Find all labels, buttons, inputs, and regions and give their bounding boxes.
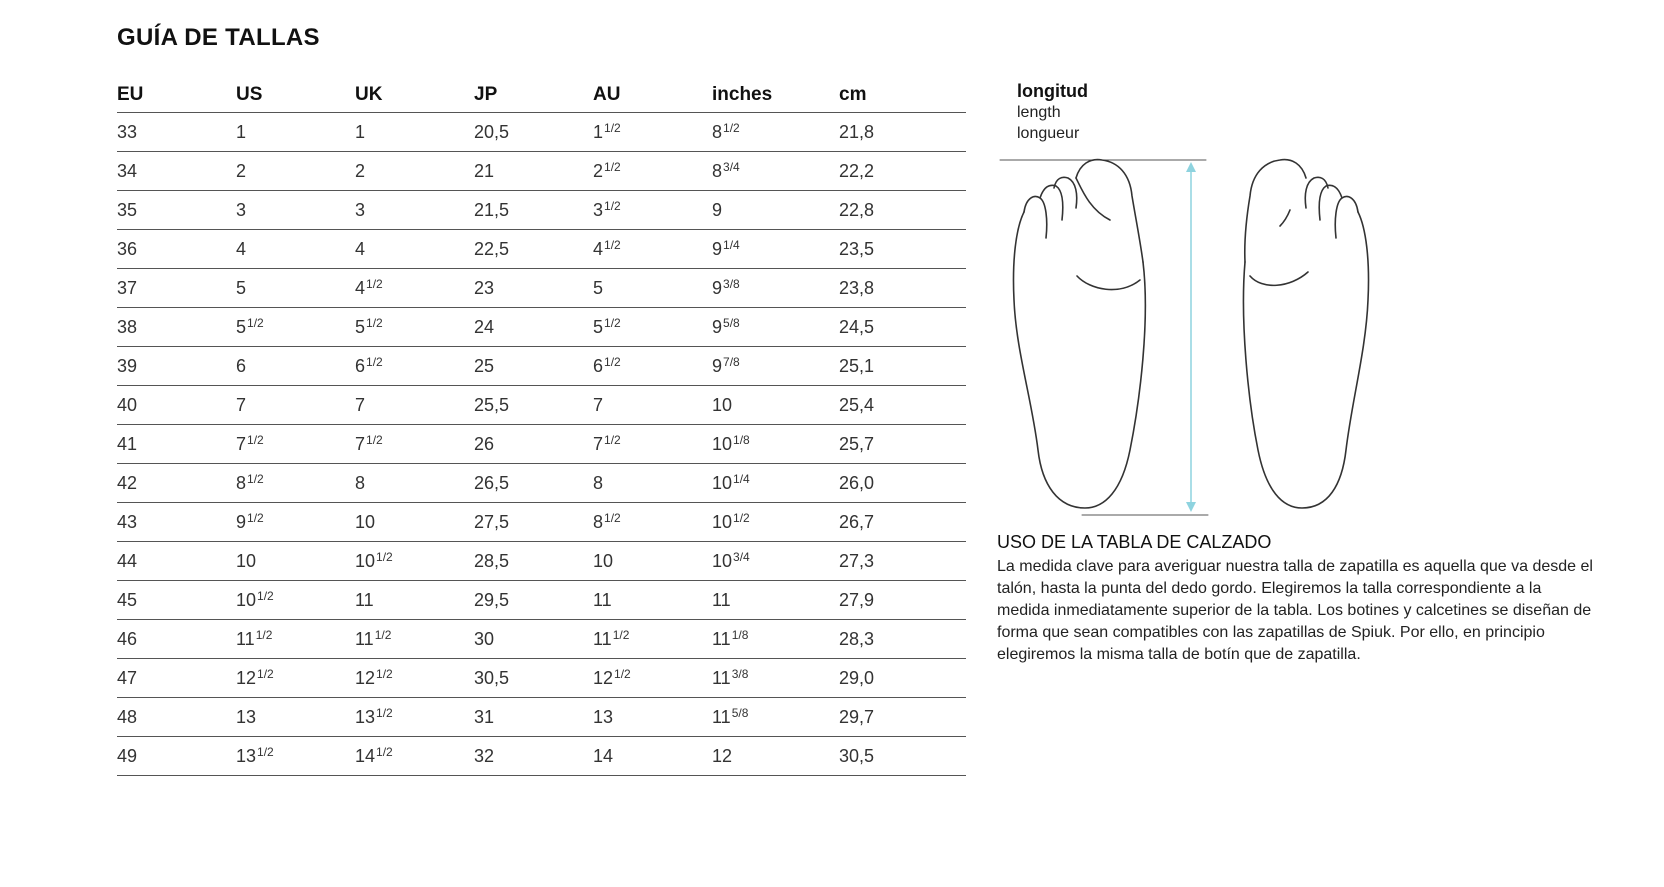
table-row bbox=[117, 503, 966, 542]
table-cell: $11^{1/2}$ bbox=[355, 620, 474, 659]
table-cell: 26,7 bbox=[839, 503, 966, 542]
table-cell: $10^{3/4}$ bbox=[712, 542, 839, 581]
table-cell: $9^{1/4}$ bbox=[712, 230, 839, 269]
left-foot-icon bbox=[1013, 160, 1145, 508]
table-cell: 12 bbox=[712, 737, 839, 776]
table-cell: 32 bbox=[474, 737, 593, 776]
table-cell: $11^{1/2}$ bbox=[593, 620, 712, 659]
table-cell: 1 bbox=[355, 113, 474, 152]
column-header-eu: EU bbox=[117, 78, 236, 113]
table-cell: 10 bbox=[355, 503, 474, 542]
table-cell: $5^{1/2}$ bbox=[355, 308, 474, 347]
table-cell: 24,5 bbox=[839, 308, 966, 347]
table-cell: $13^{1/2}$ bbox=[355, 698, 474, 737]
table-cell: $6^{1/2}$ bbox=[593, 347, 712, 386]
table-cell: $12^{1/2}$ bbox=[593, 659, 712, 698]
table-cell: 40 bbox=[117, 386, 236, 425]
table-cell: 22,8 bbox=[839, 191, 966, 230]
table-cell: $9^{7/8}$ bbox=[712, 347, 839, 386]
table-cell: $7^{1/2}$ bbox=[593, 425, 712, 464]
table-cell: 21 bbox=[474, 152, 593, 191]
table-cell: 1 bbox=[236, 113, 355, 152]
table-row bbox=[117, 386, 966, 425]
table-cell: 43 bbox=[117, 503, 236, 542]
table-cell: $4^{1/2}$ bbox=[355, 269, 474, 308]
table-cell: $9^{3/8}$ bbox=[712, 269, 839, 308]
table-row bbox=[117, 152, 966, 191]
table-cell: 2 bbox=[355, 152, 474, 191]
table-cell: 23 bbox=[474, 269, 593, 308]
table-row bbox=[117, 581, 966, 620]
page-title: GUÍA DE TALLAS bbox=[117, 24, 320, 51]
table-cell: $5^{1/2}$ bbox=[236, 308, 355, 347]
table-row bbox=[117, 191, 966, 230]
table-cell: $12^{1/2}$ bbox=[236, 659, 355, 698]
table-cell: 21,5 bbox=[474, 191, 593, 230]
table-cell: 31 bbox=[474, 698, 593, 737]
table-cell: 9 bbox=[712, 191, 839, 230]
table-cell: $8^{1/2}$ bbox=[593, 503, 712, 542]
table-cell: $8^{1/2}$ bbox=[236, 464, 355, 503]
table-cell: 48 bbox=[117, 698, 236, 737]
table-cell: 22,5 bbox=[474, 230, 593, 269]
table-row bbox=[117, 308, 966, 347]
table-cell: 37 bbox=[117, 269, 236, 308]
foot-outline-icon bbox=[990, 150, 1390, 520]
table-cell: 29,5 bbox=[474, 581, 593, 620]
table-cell: $10^{1/2}$ bbox=[355, 542, 474, 581]
length-label bbox=[1017, 81, 1088, 144]
table-cell: $10^{1/4}$ bbox=[712, 464, 839, 503]
table-cell: 11 bbox=[593, 581, 712, 620]
table-cell: 35 bbox=[117, 191, 236, 230]
table-header-row bbox=[117, 78, 966, 113]
table-cell: 7 bbox=[236, 386, 355, 425]
table-cell: 4 bbox=[355, 230, 474, 269]
table-row bbox=[117, 464, 966, 503]
table-cell: $10^{1/2}$ bbox=[236, 581, 355, 620]
table-cell: 8 bbox=[593, 464, 712, 503]
table-body bbox=[117, 113, 966, 776]
table-cell: 5 bbox=[593, 269, 712, 308]
table-cell: $11^{5/8}$ bbox=[712, 698, 839, 737]
table-cell: 11 bbox=[355, 581, 474, 620]
table-row bbox=[117, 542, 966, 581]
table-cell: 25,7 bbox=[839, 425, 966, 464]
table-cell: $11^{1/8}$ bbox=[712, 620, 839, 659]
column-header-jp: JP bbox=[474, 78, 593, 113]
table-cell: 3 bbox=[236, 191, 355, 230]
column-header-inches: inches bbox=[712, 78, 839, 113]
table-cell: $1^{1/2}$ bbox=[593, 113, 712, 152]
table-cell: 38 bbox=[117, 308, 236, 347]
table-cell: 34 bbox=[117, 152, 236, 191]
table-cell: 7 bbox=[355, 386, 474, 425]
table-cell: 3 bbox=[355, 191, 474, 230]
length-label-en: length bbox=[1017, 104, 1061, 121]
table-cell: 30 bbox=[474, 620, 593, 659]
table-cell: 45 bbox=[117, 581, 236, 620]
table-cell: $12^{1/2}$ bbox=[355, 659, 474, 698]
table-cell: $9^{1/2}$ bbox=[236, 503, 355, 542]
table-cell: 23,8 bbox=[839, 269, 966, 308]
table-cell: $8^{3/4}$ bbox=[712, 152, 839, 191]
usage-text: La medida clave para averiguar nuestra talla de zapatilla es aquella que va desde el talón, hasta la punta del dedo gordo. Elegiremos la talla correspondiente a la medida inmediatamente superior de la tabla. Los botines y calcetines se diseñan de forma que sean compatibles con las zapatillas de Spiuk. Por ello, en principio elegiremos la misma talla de botín que de zapatilla. bbox=[997, 558, 1593, 663]
table-cell: 27,3 bbox=[839, 542, 966, 581]
table-cell: 29,0 bbox=[839, 659, 966, 698]
table-cell: 10 bbox=[593, 542, 712, 581]
table-cell: 33 bbox=[117, 113, 236, 152]
length-label-es: longitud bbox=[1017, 81, 1088, 101]
table-cell: $6^{1/2}$ bbox=[355, 347, 474, 386]
table-cell: 21,8 bbox=[839, 113, 966, 152]
column-header-cm: cm bbox=[839, 78, 966, 113]
table-cell: 26 bbox=[474, 425, 593, 464]
table-cell: 44 bbox=[117, 542, 236, 581]
table-cell: 42 bbox=[117, 464, 236, 503]
table-cell: $4^{1/2}$ bbox=[593, 230, 712, 269]
table-row bbox=[117, 347, 966, 386]
table-row bbox=[117, 230, 966, 269]
table-cell: 20,5 bbox=[474, 113, 593, 152]
table-cell: 4 bbox=[236, 230, 355, 269]
table-row bbox=[117, 425, 966, 464]
table-cell: 25 bbox=[474, 347, 593, 386]
table-cell: $11^{3/8}$ bbox=[712, 659, 839, 698]
length-label-fr: longueur bbox=[1017, 125, 1080, 142]
table-row bbox=[117, 698, 966, 737]
table-cell: 25,5 bbox=[474, 386, 593, 425]
table-cell: 23,5 bbox=[839, 230, 966, 269]
column-header-us: US bbox=[236, 78, 355, 113]
table-cell: 6 bbox=[236, 347, 355, 386]
table-cell: 30,5 bbox=[839, 737, 966, 776]
table-cell: 26,5 bbox=[474, 464, 593, 503]
table-cell: 5 bbox=[236, 269, 355, 308]
table-cell: 29,7 bbox=[839, 698, 966, 737]
table-cell: 25,4 bbox=[839, 386, 966, 425]
size-table bbox=[117, 78, 966, 776]
table-cell: 36 bbox=[117, 230, 236, 269]
table-cell: 49 bbox=[117, 737, 236, 776]
table-cell: 28,3 bbox=[839, 620, 966, 659]
table-cell: $3^{1/2}$ bbox=[593, 191, 712, 230]
table-cell: $2^{1/2}$ bbox=[593, 152, 712, 191]
table-cell: 27,9 bbox=[839, 581, 966, 620]
table-cell: $9^{5/8}$ bbox=[712, 308, 839, 347]
table-row bbox=[117, 737, 966, 776]
table-cell: 25,1 bbox=[839, 347, 966, 386]
table-cell: 2 bbox=[236, 152, 355, 191]
table-row bbox=[117, 269, 966, 308]
table-cell: 13 bbox=[593, 698, 712, 737]
table-cell: 13 bbox=[236, 698, 355, 737]
table-row bbox=[117, 113, 966, 152]
table-cell: $8^{1/2}$ bbox=[712, 113, 839, 152]
usage-section bbox=[997, 532, 1597, 666]
table-row bbox=[117, 620, 966, 659]
table-cell: 14 bbox=[593, 737, 712, 776]
table-cell: 8 bbox=[355, 464, 474, 503]
table-cell: $5^{1/2}$ bbox=[593, 308, 712, 347]
table-cell: 10 bbox=[236, 542, 355, 581]
table-cell: 30,5 bbox=[474, 659, 593, 698]
usage-title: USO DE LA TABLA DE CALZADO bbox=[997, 532, 1272, 552]
table-cell: 39 bbox=[117, 347, 236, 386]
table-cell: 47 bbox=[117, 659, 236, 698]
table-cell: 27,5 bbox=[474, 503, 593, 542]
table-cell: 26,0 bbox=[839, 464, 966, 503]
table-cell: 7 bbox=[593, 386, 712, 425]
table-cell: 11 bbox=[712, 581, 839, 620]
table-cell: $14^{1/2}$ bbox=[355, 737, 474, 776]
table-cell: $13^{1/2}$ bbox=[236, 737, 355, 776]
table-cell: 10 bbox=[712, 386, 839, 425]
table-cell: 24 bbox=[474, 308, 593, 347]
table-cell: 46 bbox=[117, 620, 236, 659]
table-row bbox=[117, 659, 966, 698]
table-cell: $7^{1/2}$ bbox=[236, 425, 355, 464]
length-arrow bbox=[1186, 162, 1196, 512]
right-foot-icon bbox=[1243, 160, 1368, 508]
column-header-uk: UK bbox=[355, 78, 474, 113]
column-header-au: AU bbox=[593, 78, 712, 113]
table-cell: $7^{1/2}$ bbox=[355, 425, 474, 464]
table-cell: 41 bbox=[117, 425, 236, 464]
table-cell: 28,5 bbox=[474, 542, 593, 581]
table-cell: $11^{1/2}$ bbox=[236, 620, 355, 659]
table-cell: $10^{1/8}$ bbox=[712, 425, 839, 464]
table-cell: $10^{1/2}$ bbox=[712, 503, 839, 542]
table-cell: 22,2 bbox=[839, 152, 966, 191]
